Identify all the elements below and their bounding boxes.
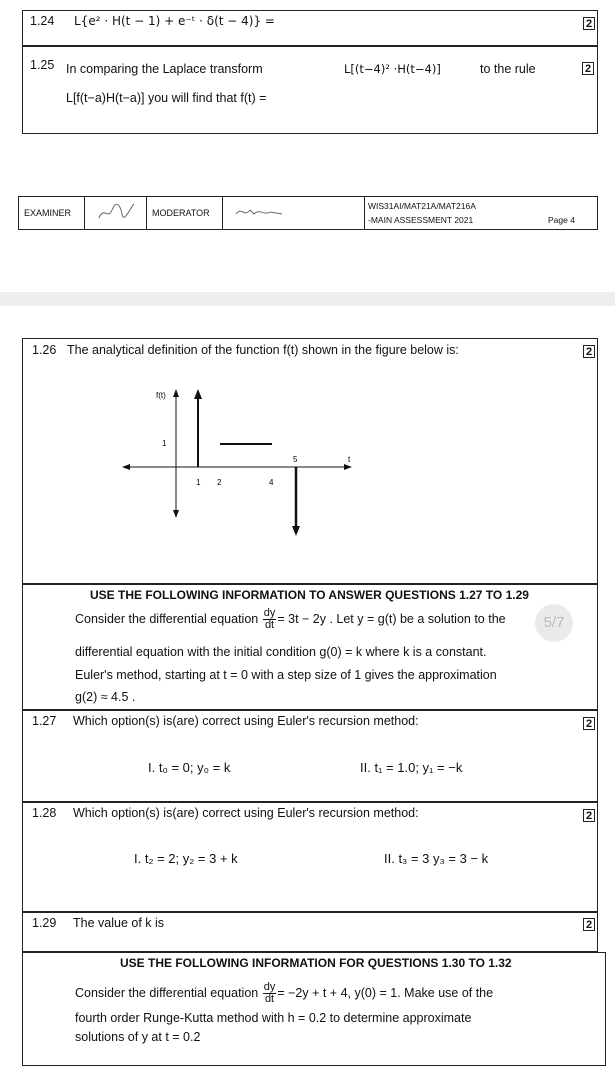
info127-line2: differential equation with the initial condition g(0) = k where k is a constant. xyxy=(75,645,487,659)
q125-line1c: to the rule xyxy=(480,62,536,76)
footer-course-line1: WIS31AI/MAT21A/MAT216A xyxy=(368,201,476,211)
footer-divider-2 xyxy=(146,196,147,230)
q127-number: 1.27 xyxy=(32,714,57,728)
info127-line1b: = 3t − 2y . Let y = g(t) be a solution to the xyxy=(277,611,506,626)
footer-course-line2: -MAIN ASSESSMENT 2021 xyxy=(368,215,474,225)
info127-title: USE THE FOLLOWING INFORMATION TO ANSWER QUESTIONS 1.27 TO 1.29 xyxy=(90,588,529,602)
x-axis-arrow-left xyxy=(122,464,130,470)
q124-number: 1.24 xyxy=(30,14,55,28)
info127-line4: g(2) ≈ 4.5 . xyxy=(75,690,136,704)
info130-line1b: = −2y + t + 4, y(0) = 1. Make use of the xyxy=(277,985,494,1000)
y-axis-arrow-up xyxy=(173,389,179,397)
q125-box xyxy=(22,46,598,134)
q128-option-1: I. t₂ = 2; y₂ = 3 + k xyxy=(134,851,238,866)
q129-mark: 2 xyxy=(583,918,595,931)
info130-line1 xyxy=(75,982,493,1005)
q129-text: The value of k is xyxy=(73,916,165,930)
q124-expression: L{e² · H(t − 1) + e⁻ᵗ · δ(t − 4)} = xyxy=(74,14,275,28)
graph-y1-label: 1 xyxy=(162,439,167,448)
info130-dydt: $\frac{dy}{dt}$ xyxy=(263,981,276,1005)
footer-moderator-label: MODERATOR xyxy=(152,208,210,218)
moderator-signature xyxy=(234,202,284,225)
q128-mark: 2 xyxy=(583,809,595,822)
graph-x4-label: 4 xyxy=(269,478,274,487)
graph-x1-label: 1 xyxy=(196,478,201,487)
page-gap xyxy=(0,292,615,306)
q128-text: Which option(s) is(are) correct using Euler's recursion method: xyxy=(73,806,419,820)
info127-line1 xyxy=(75,608,506,631)
q126-number: 1.26 xyxy=(32,343,57,357)
q129-number: 1.29 xyxy=(32,916,57,930)
examiner-signature xyxy=(96,200,136,227)
q126-mark: 2 xyxy=(583,345,595,358)
q128-number: 1.28 xyxy=(32,806,57,820)
info130-line3: solutions of y at t = 0.2 xyxy=(75,1030,201,1044)
q125-line2: L[f(t−a)H(t−a)] you will find that f(t) = xyxy=(66,91,267,105)
info127-line1a: Consider the differential equation xyxy=(75,611,259,626)
y-axis-arrow-down xyxy=(173,510,179,518)
q128-option-2: II. t₃ = 3 y₃ = 3 − k xyxy=(384,851,489,866)
q126-graph xyxy=(118,386,358,536)
impulse-up-arrow xyxy=(194,389,202,399)
info127-line3: Euler's method, starting at t = 0 with a step size of 1 gives the approximation xyxy=(75,668,497,682)
q126-text: The analytical definition of the function f(t) shown in the figure below is: xyxy=(67,343,459,357)
q127-mark: 2 xyxy=(583,717,595,730)
graph-ylabel: f(t) xyxy=(156,391,166,400)
x-axis-arrow-right xyxy=(344,464,352,470)
q125-line1b: L[(t−4)² ·H(t−4)] xyxy=(344,62,441,76)
q127-option-2: II. t₁ = 1.0; y₁ = −k xyxy=(360,760,463,775)
footer-divider-3 xyxy=(222,196,223,230)
footer-examiner-label: EXAMINER xyxy=(24,208,72,218)
footer-page: Page 4 xyxy=(548,215,575,225)
q127-text: Which option(s) is(are) correct using Euler's recursion method: xyxy=(73,714,419,728)
q124-mark: 2 xyxy=(583,17,595,30)
info130-line1a: Consider the differential equation xyxy=(75,985,259,1000)
q125-mark: 2 xyxy=(582,62,594,75)
info130-title: USE THE FOLLOWING INFORMATION FOR QUESTIONS 1.30 TO 1.32 xyxy=(120,956,512,970)
graph-xlabel: t xyxy=(348,455,351,464)
q125-line1a: In comparing the Laplace transform xyxy=(66,62,263,76)
footer-divider-4 xyxy=(364,196,365,230)
footer-divider-1 xyxy=(84,196,85,230)
q127-option-1: I. t₀ = 0; y₀ = k xyxy=(148,760,231,775)
graph-x5-label: 5 xyxy=(293,455,298,464)
info127-dydt: $\frac{dy}{dt}$ xyxy=(263,607,276,631)
graph-x2-label: 2 xyxy=(217,478,222,487)
impulse-down-arrow xyxy=(292,526,300,536)
info130-line2: fourth order Runge-Kutta method with h = 0.2 to determine approximate xyxy=(75,1011,472,1025)
info127-watermark: 5/7 xyxy=(535,604,573,642)
q125-number: 1.25 xyxy=(30,58,55,72)
